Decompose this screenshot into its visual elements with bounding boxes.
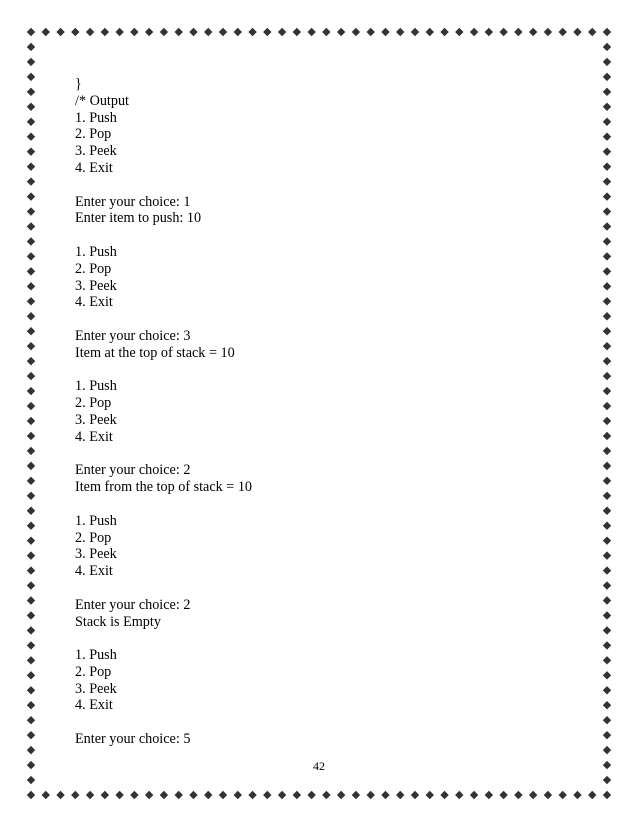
border-diamond-left <box>27 73 35 81</box>
border-diamond-right <box>603 686 611 694</box>
border-diamond-left <box>27 267 35 275</box>
border-diamond-right <box>603 536 611 544</box>
border-diamond-right <box>603 432 611 440</box>
border-diamond-left <box>27 626 35 634</box>
border-diamond-left <box>27 207 35 215</box>
border-diamond-left <box>27 611 35 619</box>
border-diamond-top <box>115 28 123 36</box>
border-diamond-bottom <box>322 791 330 799</box>
border-diamond-bottom <box>101 791 109 799</box>
border-diamond-top <box>160 28 168 36</box>
blank-line <box>75 496 555 513</box>
border-diamond-top <box>529 28 537 36</box>
border-diamond-top <box>145 28 153 36</box>
border-diamond-right <box>603 656 611 664</box>
text-line: Enter your choice: 3 <box>75 327 191 344</box>
border-diamond-top <box>514 28 522 36</box>
border-diamond-left <box>27 507 35 515</box>
border-diamond-right <box>603 177 611 185</box>
text-line: Item from the top of stack = 10 <box>75 479 253 496</box>
border-diamond-left <box>27 551 35 559</box>
border-diamond-left <box>27 88 35 96</box>
border-diamond-bottom <box>603 791 611 799</box>
border-diamond-right <box>603 492 611 500</box>
border-diamond-top <box>234 28 242 36</box>
text-line: Enter item to push: 10 <box>75 210 202 227</box>
border-diamond-top <box>440 28 448 36</box>
text-line: 1. Push <box>75 512 117 529</box>
border-diamond-bottom <box>174 791 182 799</box>
text-line: Enter your choice: 5 <box>75 731 191 748</box>
border-diamond-left <box>27 58 35 66</box>
border-diamond-bottom <box>529 791 537 799</box>
blank-line <box>75 362 555 379</box>
border-diamond-left <box>27 133 35 141</box>
border-diamond-left <box>27 716 35 724</box>
border-diamond-bottom <box>219 791 227 799</box>
border-diamond-right <box>603 402 611 410</box>
border-diamond-top <box>293 28 301 36</box>
border-diamond-bottom <box>337 791 345 799</box>
border-diamond-left <box>27 731 35 739</box>
border-diamond-left <box>27 147 35 155</box>
border-diamond-left <box>27 566 35 574</box>
border-diamond-bottom <box>499 791 507 799</box>
border-diamond-right <box>603 327 611 335</box>
border-diamond-right <box>603 282 611 290</box>
border-diamond-right <box>603 162 611 170</box>
border-diamond-right <box>603 312 611 320</box>
border-diamond-top <box>485 28 493 36</box>
border-diamond-top <box>411 28 419 36</box>
border-diamond-left <box>27 522 35 530</box>
blank-line <box>75 311 555 328</box>
border-diamond-right <box>603 192 611 200</box>
border-diamond-left <box>27 192 35 200</box>
border-diamond-top <box>366 28 374 36</box>
border-diamond-right <box>603 207 611 215</box>
border-diamond-right <box>603 477 611 485</box>
border-diamond-left <box>27 671 35 679</box>
blank-line <box>75 446 555 463</box>
border-diamond-left <box>27 402 35 410</box>
blank-line <box>75 714 555 731</box>
border-diamond-bottom <box>42 791 50 799</box>
text-line: 3. Peek <box>75 546 117 563</box>
text-line: 4. Exit <box>75 159 113 176</box>
border-diamond-top <box>248 28 256 36</box>
border-diamond-bottom <box>485 791 493 799</box>
border-diamond-right <box>603 731 611 739</box>
text-line: /* Output <box>75 92 129 109</box>
border-diamond-bottom <box>588 791 596 799</box>
text-line: Stack is Empty <box>75 613 161 630</box>
border-diamond-right <box>603 671 611 679</box>
border-diamond-bottom <box>86 791 94 799</box>
border-diamond-left <box>27 342 35 350</box>
border-diamond-left <box>27 177 35 185</box>
border-diamond-left <box>27 417 35 425</box>
border-diamond-bottom <box>145 791 153 799</box>
border-diamond-right <box>603 58 611 66</box>
text-line: 1. Push <box>75 243 117 260</box>
border-diamond-top <box>219 28 227 36</box>
text-line: 1. Push <box>75 109 117 126</box>
border-diamond-top <box>470 28 478 36</box>
text-line: Enter your choice: 1 <box>75 193 191 210</box>
border-diamond-left <box>27 536 35 544</box>
border-diamond-left <box>27 252 35 260</box>
border-diamond-right <box>603 551 611 559</box>
border-diamond-bottom <box>396 791 404 799</box>
border-diamond-bottom <box>558 791 566 799</box>
border-diamond-bottom <box>411 791 419 799</box>
border-diamond-left <box>27 776 35 784</box>
border-diamond-bottom <box>189 791 197 799</box>
border-diamond-right <box>603 641 611 649</box>
border-diamond-top <box>130 28 138 36</box>
border-diamond-bottom <box>293 791 301 799</box>
border-diamond-right <box>603 701 611 709</box>
border-diamond-left <box>27 297 35 305</box>
border-diamond-bottom <box>56 791 64 799</box>
border-diamond-top <box>189 28 197 36</box>
text-line: 4. Exit <box>75 294 113 311</box>
border-diamond-left <box>27 581 35 589</box>
border-diamond-bottom <box>130 791 138 799</box>
border-diamond-top <box>204 28 212 36</box>
border-diamond-right <box>603 267 611 275</box>
border-diamond-left <box>27 387 35 395</box>
text-line: 4. Exit <box>75 697 113 714</box>
border-diamond-right <box>603 297 611 305</box>
border-diamond-bottom <box>160 791 168 799</box>
border-diamond-left <box>27 312 35 320</box>
border-diamond-left <box>27 43 35 51</box>
text-line: Enter your choice: 2 <box>75 462 191 479</box>
blank-line <box>75 580 555 597</box>
border-diamond-right <box>603 626 611 634</box>
border-diamond-right <box>603 581 611 589</box>
border-diamond-left <box>27 492 35 500</box>
border-diamond-bottom <box>573 791 581 799</box>
border-diamond-bottom <box>440 791 448 799</box>
border-diamond-top <box>42 28 50 36</box>
border-diamond-right <box>603 357 611 365</box>
border-diamond-top <box>101 28 109 36</box>
border-diamond-left <box>27 447 35 455</box>
border-diamond-right <box>603 522 611 530</box>
border-diamond-top <box>174 28 182 36</box>
border-diamond-bottom <box>278 791 286 799</box>
border-diamond-bottom <box>352 791 360 799</box>
border-diamond-bottom <box>544 791 552 799</box>
border-diamond-bottom <box>366 791 374 799</box>
border-diamond-top <box>278 28 286 36</box>
border-diamond-top <box>603 28 611 36</box>
border-diamond-right <box>603 43 611 51</box>
text-line: 4. Exit <box>75 563 113 580</box>
border-diamond-right <box>603 73 611 81</box>
blank-line <box>75 227 555 244</box>
border-diamond-left <box>27 222 35 230</box>
border-diamond-top <box>71 28 79 36</box>
border-diamond-bottom <box>27 791 35 799</box>
border-diamond-top <box>56 28 64 36</box>
border-diamond-left <box>27 357 35 365</box>
border-diamond-right <box>603 342 611 350</box>
border-diamond-right <box>603 447 611 455</box>
text-line: 3. Peek <box>75 277 117 294</box>
border-diamond-top <box>396 28 404 36</box>
border-diamond-left <box>27 372 35 380</box>
border-diamond-right <box>603 88 611 96</box>
border-diamond-top <box>322 28 330 36</box>
border-diamond-right <box>603 252 611 260</box>
text-line: Enter your choice: 2 <box>75 596 191 613</box>
border-diamond-right <box>603 387 611 395</box>
text-line: 2. Pop <box>75 395 112 412</box>
text-line: 2. Pop <box>75 260 112 277</box>
border-diamond-top <box>588 28 596 36</box>
border-diamond-right <box>603 372 611 380</box>
border-diamond-right <box>603 611 611 619</box>
border-diamond-left <box>27 237 35 245</box>
border-diamond-top <box>544 28 552 36</box>
border-diamond-left <box>27 596 35 604</box>
border-diamond-right <box>603 776 611 784</box>
border-diamond-bottom <box>381 791 389 799</box>
border-diamond-left <box>27 282 35 290</box>
text-line: } <box>75 76 82 92</box>
border-diamond-top <box>426 28 434 36</box>
border-diamond-right <box>603 147 611 155</box>
border-diamond-top <box>86 28 94 36</box>
text-line: 3. Peek <box>75 143 117 160</box>
border-diamond-right <box>603 118 611 126</box>
border-diamond-left <box>27 327 35 335</box>
border-diamond-top <box>263 28 271 36</box>
border-diamond-left <box>27 432 35 440</box>
border-diamond-right <box>603 596 611 604</box>
text-line: 2. Pop <box>75 663 112 680</box>
document-body <box>75 76 555 748</box>
border-diamond-right <box>603 103 611 111</box>
border-diamond-left <box>27 701 35 709</box>
border-diamond-bottom <box>115 791 123 799</box>
border-diamond-bottom <box>248 791 256 799</box>
border-diamond-right <box>603 507 611 515</box>
text-line: 4. Exit <box>75 428 113 445</box>
text-line: 2. Pop <box>75 529 112 546</box>
text-line: 1. Push <box>75 647 117 664</box>
text-line: 3. Peek <box>75 680 117 697</box>
blank-line <box>75 630 555 647</box>
page-number: 42 <box>313 759 325 773</box>
blank-line <box>75 177 555 194</box>
border-diamond-left <box>27 462 35 470</box>
text-line: 1. Push <box>75 378 117 395</box>
border-diamond-left <box>27 477 35 485</box>
text-line: 2. Pop <box>75 126 112 143</box>
border-diamond-bottom <box>204 791 212 799</box>
border-diamond-top <box>573 28 581 36</box>
text-line: Item at the top of stack = 10 <box>75 344 235 361</box>
border-diamond-right <box>603 746 611 754</box>
border-diamond-left <box>27 656 35 664</box>
border-diamond-left <box>27 103 35 111</box>
border-diamond-left <box>27 118 35 126</box>
border-diamond-top <box>558 28 566 36</box>
border-diamond-top <box>352 28 360 36</box>
border-diamond-bottom <box>307 791 315 799</box>
border-diamond-left <box>27 162 35 170</box>
border-diamond-top <box>307 28 315 36</box>
border-diamond-right <box>603 566 611 574</box>
border-diamond-bottom <box>470 791 478 799</box>
border-diamond-right <box>603 133 611 141</box>
border-diamond-right <box>603 237 611 245</box>
border-diamond-top <box>337 28 345 36</box>
border-diamond-top <box>381 28 389 36</box>
border-diamond-top <box>455 28 463 36</box>
border-diamond-right <box>603 462 611 470</box>
border-diamond-bottom <box>514 791 522 799</box>
border-diamond-right <box>603 417 611 425</box>
border-diamond-bottom <box>71 791 79 799</box>
border-diamond-bottom <box>455 791 463 799</box>
border-diamond-bottom <box>426 791 434 799</box>
border-diamond-left <box>27 686 35 694</box>
text-line: 3. Peek <box>75 411 117 428</box>
border-diamond-right <box>603 716 611 724</box>
border-diamond-right <box>603 222 611 230</box>
border-diamond-bottom <box>263 791 271 799</box>
border-diamond-bottom <box>234 791 242 799</box>
border-diamond-left <box>27 641 35 649</box>
border-diamond-top <box>499 28 507 36</box>
border-diamond-left <box>27 746 35 754</box>
border-diamond-top <box>27 28 35 36</box>
